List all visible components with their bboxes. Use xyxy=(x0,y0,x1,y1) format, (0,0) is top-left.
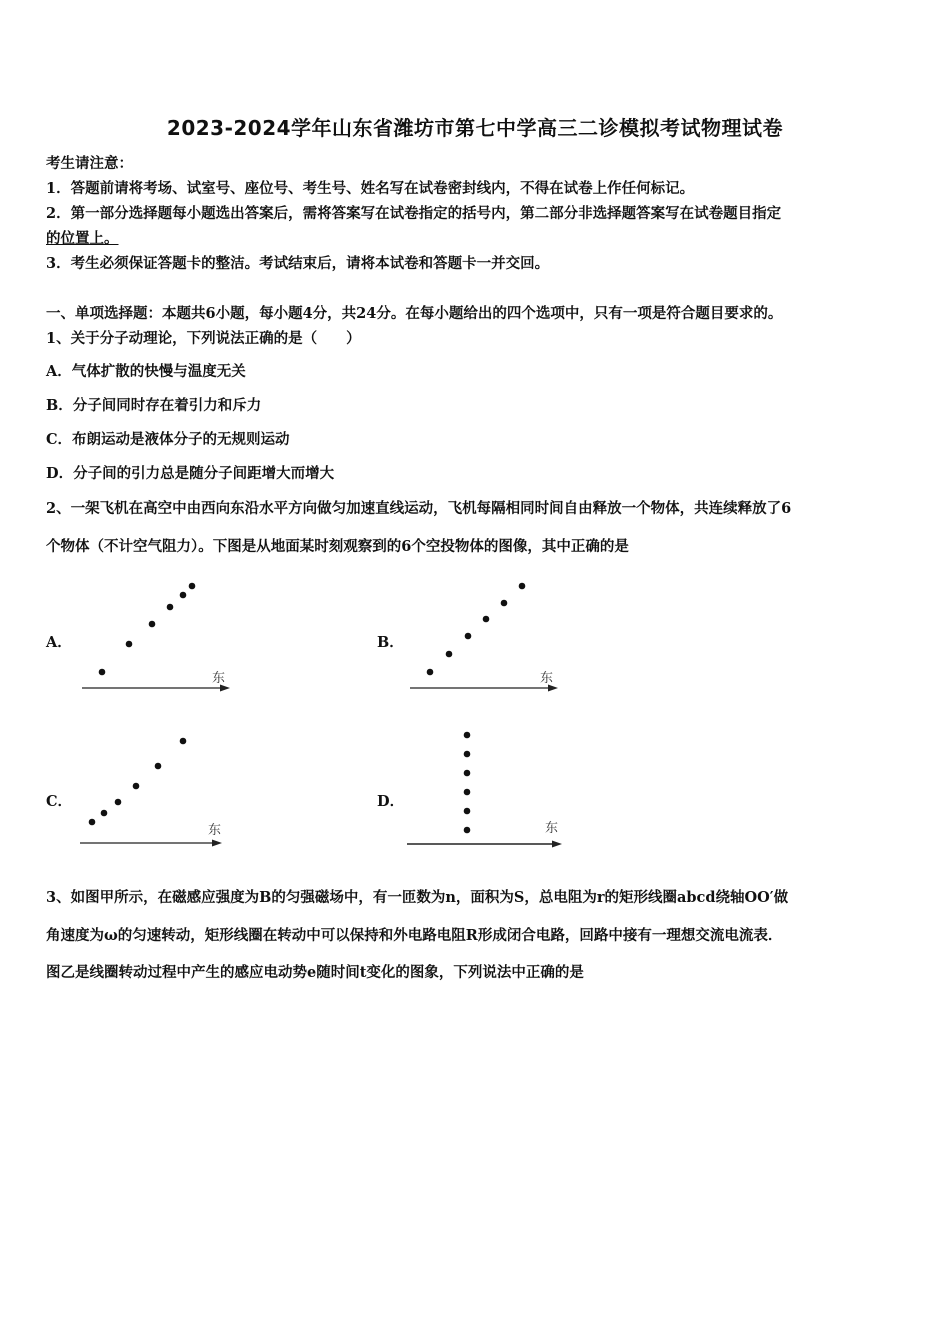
notice-heading: 考生请注意： xyxy=(46,155,133,172)
figure-b-object-4 xyxy=(483,616,490,623)
figure-c-object-1 xyxy=(89,819,96,826)
question-3-line2: 角速度为ω的匀速转动，矩形线圈在转动中可以保持和外电路电阻R形成闭合电路，回路中接有一理想交流电流表． xyxy=(46,927,783,944)
figure-a-object-1 xyxy=(99,669,106,676)
figure-a-object-5 xyxy=(180,592,187,599)
figure-b-object-3 xyxy=(465,633,472,640)
figure-d xyxy=(407,716,567,851)
figure-c-arrowhead xyxy=(212,840,222,847)
question-2-stem-line1: 2、一架飞机在高空中由西向东沿水平方向做匀加速直线运动，飞机每隔相同时间自由释放一个物体，共连续释放了6 xyxy=(46,500,792,517)
figure-d-object-1 xyxy=(464,732,471,739)
notice-item-3: 3．考生必须保证答题卡的整洁。考试结束后，请将本试卷和答题卡一并交回。 xyxy=(46,255,550,272)
figure-a-axis-label: 东 xyxy=(212,671,226,686)
figure-a-label: A． xyxy=(46,634,72,651)
question-3-line3: 图乙是线圈转动过程中产生的感应电动势e随时间t变化的图象，下列说法中正确的是 xyxy=(46,964,584,981)
figure-c-object-3 xyxy=(115,799,122,806)
figure-c-label: C． xyxy=(46,793,73,810)
figure-a-object-4 xyxy=(167,604,174,611)
notice-item-2: 2．第一部分选择题每小题选出答案后，需将答案写在试卷指定的括号内，第二部分非选择题答案写在试卷题目指定 xyxy=(46,205,782,222)
figure-b-axis-label: 东 xyxy=(540,671,554,686)
figure-d-object-4 xyxy=(464,789,471,796)
figure-d-object-3 xyxy=(464,770,471,777)
q1-option-a: A．气体扩散的快慢与温度无关 xyxy=(46,363,246,380)
figure-d-object-5 xyxy=(464,808,471,815)
figure-c-object-4 xyxy=(133,783,140,790)
figure-d-object-2 xyxy=(464,751,471,758)
question-2-stem-line2: 个物体（不计空气阻力）。下图是从地面某时刻观察到的6个空投物体的图像，其中正确的是 xyxy=(46,538,629,555)
figure-a-object-6 xyxy=(189,583,196,590)
figure-c-object-2 xyxy=(101,810,108,817)
section-heading: 一、单项选择题：本题共6小题，每小题4分，共24分。在每小题给出的四个选项中，只有一项是符合题目要求的。 xyxy=(46,305,783,322)
figure-d-axis-label: 东 xyxy=(545,821,559,836)
figure-b-object-1 xyxy=(427,669,434,676)
figure-d-object-6 xyxy=(464,827,471,834)
figure-a xyxy=(82,572,232,692)
notice-item-1: 1．答题前请将考场、试室号、座位号、考生号、姓名写在试卷密封线内，不得在试卷上作任何标记。 xyxy=(46,180,695,197)
figure-a-object-3 xyxy=(149,621,156,628)
question-3-line1: 3、如图甲所示，在磁感应强度为B的匀强磁场中，有一匝数为n，面积为S，总电阻为r的矩形线圈abcd绕轴OO′做 xyxy=(46,889,789,906)
question-1-stem: 1、关于分子动理论，下列说法正确的是（ ） xyxy=(46,330,361,347)
figure-c-object-5 xyxy=(155,763,162,770)
notice-item-2-cont: 的位置上。 xyxy=(46,230,119,247)
q1-option-b: B．分子间同时存在着引力和斥力 xyxy=(46,397,262,414)
figure-b-object-2 xyxy=(446,651,453,658)
figure-b xyxy=(410,572,560,692)
figure-a-object-2 xyxy=(126,641,133,648)
figure-c-object-6 xyxy=(180,738,187,745)
figure-b-label: B． xyxy=(377,634,404,651)
figure-d-arrowhead xyxy=(552,841,562,848)
figure-d-label: D． xyxy=(377,793,405,810)
q1-option-c: C．布朗运动是液体分子的无规则运动 xyxy=(46,431,290,448)
figure-b-object-5 xyxy=(501,600,508,607)
q1-option-d: D．分子间的引力总是随分子间距增大而增大 xyxy=(46,465,335,482)
page-title: 2023-2024学年山东省潍坊市第七中学高三二诊模拟考试物理试卷 xyxy=(166,116,784,140)
figure-c-axis-label: 东 xyxy=(208,823,222,838)
figure-c xyxy=(80,722,230,852)
figure-b-object-6 xyxy=(519,583,526,590)
